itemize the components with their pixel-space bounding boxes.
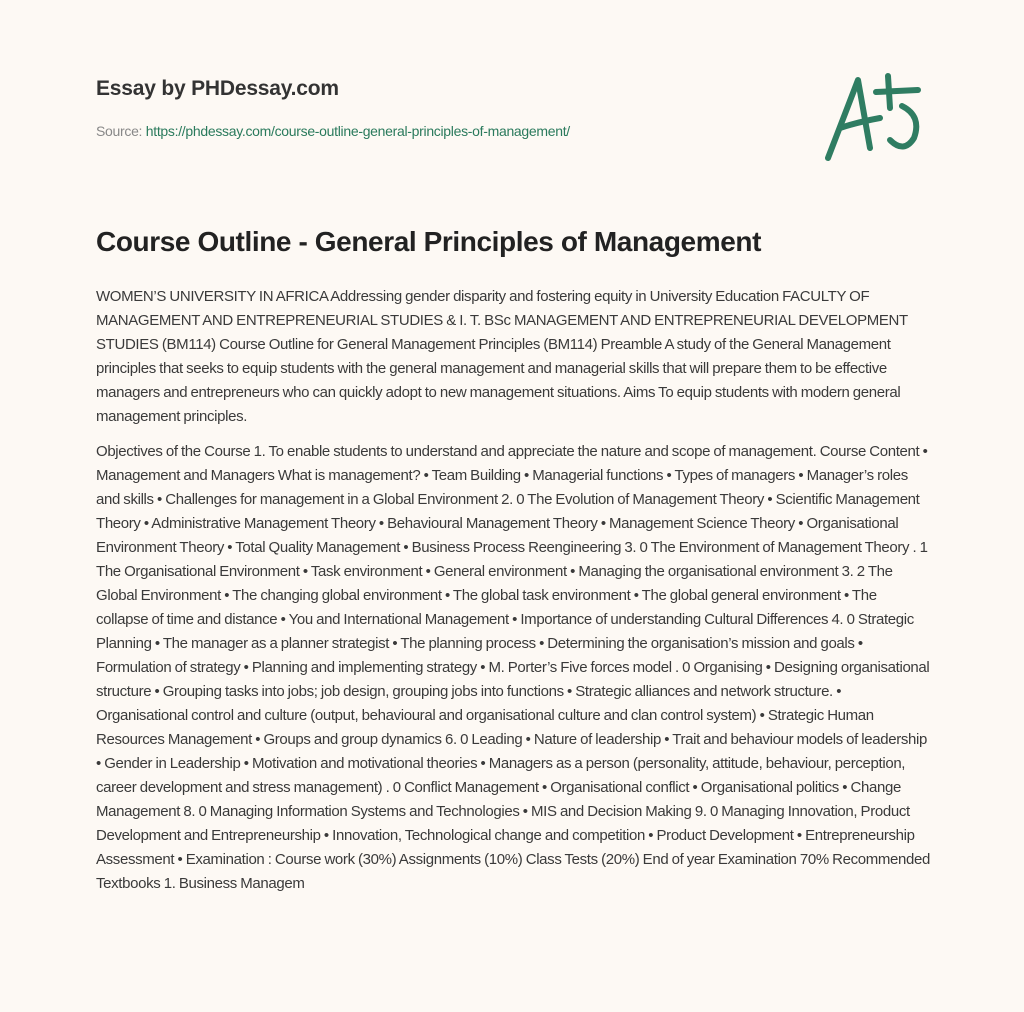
source-label: Source:	[96, 123, 143, 139]
site-title: Essay by PHDessay.com	[96, 77, 339, 100]
source-link[interactable]: https://phdessay.com/course-outline-general-principles-of-management/	[145, 123, 570, 139]
source-line	[96, 123, 570, 139]
a-plus-logo-icon	[818, 68, 930, 164]
article-paragraph: Objectives of the Course 1. To enable students to understand and appreciate the nature and scope of management. Course Content • Management and Managers What is management? • Team Building • Managerial functions • Types of managers • Manager’s roles and skills • Challenges for management in a Global Environment 2. 0 The Evolution of Management Theory • Scientific Management Theory • Administrative Management Theory • Behavioural Management Theory • Management Science Theory • Organisational Environment Theory • Total Quality Management • Business Process Reengineering 3. 0 The Environment of Management Theory . 1 The Organisational Environment • Task environment • General environment • Managing the organisational environment 3. 2 The Global Environment • The changing global environment • The global task environment • The global general environment • The collapse of time and distance • You and International Management • Importance of understanding Cultural Differences 4. 0 Strategic Planning • The manager as a planner strategist • The planning process • Determining the organisation’s mission and goals • Formulation of strategy • Planning and implementing strategy • M. Porter’s Five forces model . 0 Organising • Designing organisational structure • Grouping tasks into jobs; job design, grouping jobs into functions • Strategic alliances and network structure. • Organisational control and culture (output, behavioural and organisational culture and clan control system) • Strategic Human Resources Management • Groups and group dynamics 6. 0 Leading • Nature of leadership • Trait and behaviour models of leadership • Gender in Leadership • Motivation and motivational theories • Managers as a person (personality, attitude, behaviour, perception, career development and stress management) . 0 Conflict Management • Organisational conflict • Organisational politics • Change Management 8. 0 Managing Information Systems and Technologies • MIS and Decision Making 9. 0 Managing Innovation, Product Development and Entrepreneurship • Innovation, Technological change and competition • Product Development • Entrepreneurship Assessment • Examination : Course work (30%) Assignments (10%) Class Tests (20%) End of year Examination 70% Recommended Textbooks 1. Business Managem	[96, 443, 931, 892]
article-paragraph: WOMEN’S UNIVERSITY IN AFRICA Addressing gender disparity and fostering equity in University Education FACULTY OF MANAGEMENT AND ENTREPRENEURIAL STUDIES & I. T. BSc MANAGEMENT AND ENTREPRENEURIAL DEVELOPMENT STUDIES (BM114) Course Outline for General Management Principles (BM114) Preamble A study of the General Management principles that seeks to equip students with the general management and managerial skills that will prepare them to be effective managers and entrepreneurs who can quickly adopt to new management situations. Aims To equip students with modern general management principles.	[96, 288, 908, 425]
article-body	[96, 285, 932, 907]
article-title: Course Outline - General Principles of Management	[96, 226, 761, 257]
